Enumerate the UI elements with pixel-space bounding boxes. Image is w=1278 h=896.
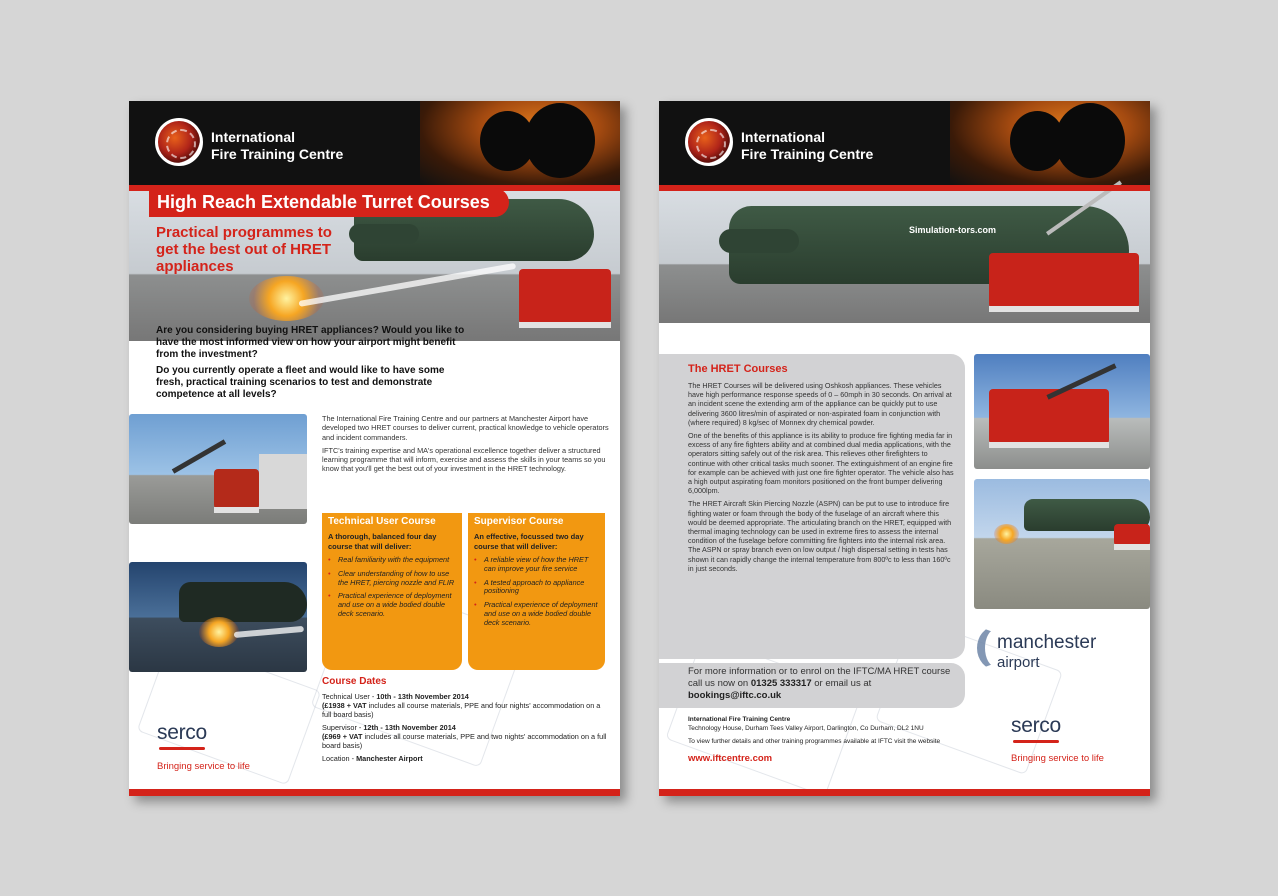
logo-line-2: Fire Training Centre (741, 146, 874, 162)
iftc-globe-logo (155, 118, 203, 166)
enrol-text (688, 666, 958, 702)
technical-course-box (322, 513, 462, 670)
iftc-globe-logo (685, 118, 733, 166)
ma-wordmark-line-2: airport (997, 654, 1040, 671)
plane-livery-text: Simulation-tors.com (909, 225, 997, 235)
plane-training-photo (974, 479, 1150, 609)
serco-logo (157, 721, 207, 745)
list-item: • A reliable view of how the HRET can improve your fire service (474, 556, 599, 574)
date-label: Technical User - (322, 692, 377, 701)
header-red-bar (659, 185, 1150, 191)
hret-courses-text (688, 381, 956, 577)
location (322, 754, 607, 763)
technical-course-list (328, 556, 456, 619)
hero-photo (659, 191, 1150, 323)
hret-courses-title: The HRET Courses (688, 363, 788, 375)
hret-truck-photo (129, 414, 307, 524)
course-dates (322, 692, 607, 767)
contact-details (688, 715, 978, 746)
serco-logo (1011, 714, 1061, 738)
location-value: Manchester Airport (356, 754, 423, 763)
hret-para-2: One of the benefits of this appliance is its ability to produce fire fighting media far in excess of any fire fighters ability and at combined dual media applications, with the operators sitting safely out of the risk area. This relieves other firefighters to continue with other critical tasks much sooner. The extinguishment of an engine fire for example can be achieved with just one fire fighter operator. The vehicle also has a high output aspirating foam monitors positioned on the front bumper delivering 6,000lpm. (688, 431, 954, 496)
supervisor-course-box (468, 513, 605, 670)
intro-para-2: IFTC's training expertise and MA's operational excellence together deliver a structured learning programme that will inform, exercise and assess the skills in your teams so you know that you'll get the best out of your investment in the HRET technology. (322, 445, 606, 474)
serco-tagline: Bringing service to life (1011, 753, 1104, 764)
list-item: • Real familiarity with the equipment (328, 556, 456, 565)
enrol-mid: or email us at (811, 678, 872, 689)
serco-wordmark: serco (1011, 714, 1061, 737)
location-label: Location - (322, 754, 357, 763)
list-item: • Clear understanding of how to use the HRET, piercing nozzle and FLIR (328, 570, 456, 588)
intro-para-1: The International Fire Training Centre and our partners at Manchester Airport have developed two HRET courses to deliver current, practical knowledge to vehicle operators and incident commanders. (322, 414, 609, 442)
subtitle: Practical programmes to get the best out of HRET appliances (156, 224, 332, 275)
serco-wordmark: serco (157, 721, 207, 744)
supervisor-course-lead: An effective, focussed two day course that will deliver: (474, 532, 584, 551)
technical-course-title: Technical User Course (328, 516, 436, 527)
list-item: • Practical experience of deployment and use on a wide bodied double deck scenario. (474, 601, 599, 627)
title-banner: High Reach Extendable Turret Courses (149, 188, 509, 217)
hret-para-3: The HRET Aircraft Skin Piercing Nozzle (ASPN) can be put to use to introduce fire fighting water or foam through the body of the fuselage of an aircraft where this would be deemed appropriate. The articulating branch on the HRET, equipped with thermal imaging technology can be used in extreme fires to assess the internal condition of the fuselage before committing fire fighters into the internal risk area. The ASPN or spray branch even on low output / high dispersal setting in tests has shown it can rapidly change the internal temperature from 800ºc to less than 160ºc in just seconds. (688, 499, 952, 573)
website-link[interactable]: www.iftcentre.com (688, 753, 773, 764)
date-label: Supervisor - (322, 723, 364, 732)
list-item: • A tested approach to appliance positioning (474, 579, 599, 597)
date-value: 12th - 13th November 2014 (363, 723, 456, 732)
flyer-page-front (129, 101, 620, 796)
price-includes: includes all course materials, PPE and two nights' accommodation on a full board basis) (322, 732, 607, 750)
header (659, 101, 1150, 185)
phone-number: 01325 333317 (750, 678, 812, 689)
price: (£1938 + VAT (322, 701, 367, 710)
footer-red-bar (129, 789, 620, 796)
question-2: Do you currently operate a fleet and would like to have some fresh, practical training scenarios to test and demonstrate competence at all levels? (156, 365, 445, 400)
logo-line-1: International (741, 129, 826, 145)
header-firefighter-photo (420, 101, 620, 185)
header (129, 101, 620, 185)
date-value: 10th - 13th November 2014 (376, 692, 469, 701)
header-firefighter-photo (950, 101, 1150, 185)
manchester-airport-logo (977, 626, 1142, 681)
list-item: • Practical experience of deployment and use on a wide bodied double deck scenario. (328, 592, 456, 618)
contact-address: Technology House, Durham Tees Valley Airport, Darlington, Co Durham, DL2 1NU (688, 725, 924, 732)
serco-tagline: Bringing service to life (157, 761, 250, 772)
supervisor-course-title: Supervisor Course (474, 516, 564, 527)
enrol-intro: For more information or to enrol on the IFTC/MA HRET course call us now on (688, 666, 951, 689)
footer-red-bar (659, 789, 1150, 796)
technical-course-lead: A thorough, balanced four day course that will deliver: (328, 532, 437, 551)
supervisor-course-list (474, 556, 599, 628)
email-address: bookings@iftc.co.uk (688, 690, 782, 701)
contact-name: International Fire Training Centre (688, 716, 791, 723)
flyer-page-back (659, 101, 1150, 796)
ma-wordmark-line-1: manchester (997, 632, 1097, 653)
logo-line-1: International (211, 129, 296, 145)
supervisor-dates (322, 723, 607, 750)
logo-text (211, 129, 343, 163)
course-dates-title: Course Dates (322, 676, 387, 687)
question-1: Are you considering buying HRET appliances? Would you like to have the most informed view on how your airport might benefit from the investment? (156, 325, 465, 360)
contact-note: To view further details and other training programmes available at IFTC visit the website (688, 738, 941, 745)
logo-line-2: Fire Training Centre (211, 146, 344, 162)
technical-dates (322, 692, 607, 719)
night-fire-photo (129, 562, 307, 672)
logo-text (741, 129, 873, 163)
intro-text (322, 414, 612, 478)
intro-questions (156, 325, 466, 405)
price: (£969 + VAT (322, 732, 363, 741)
price-includes: includes all course materials, PPE and four nights' accommodation on a full board basis) (322, 701, 601, 719)
hret-para-1: The HRET Courses will be delivered using Oshkosh appliances. These vehicles have high performance response speeds of 0 – 60mph in 30 seconds. On arrival at an incident scene the extending arm of the appliance can be quickly put to use delivering 3600 litres/min of aspirated or non-aspirated foam in conjunction with (where required) 8 kg/sec of Monnex dry chemical powder. (688, 381, 952, 427)
hret-vehicle-photo (974, 354, 1150, 469)
